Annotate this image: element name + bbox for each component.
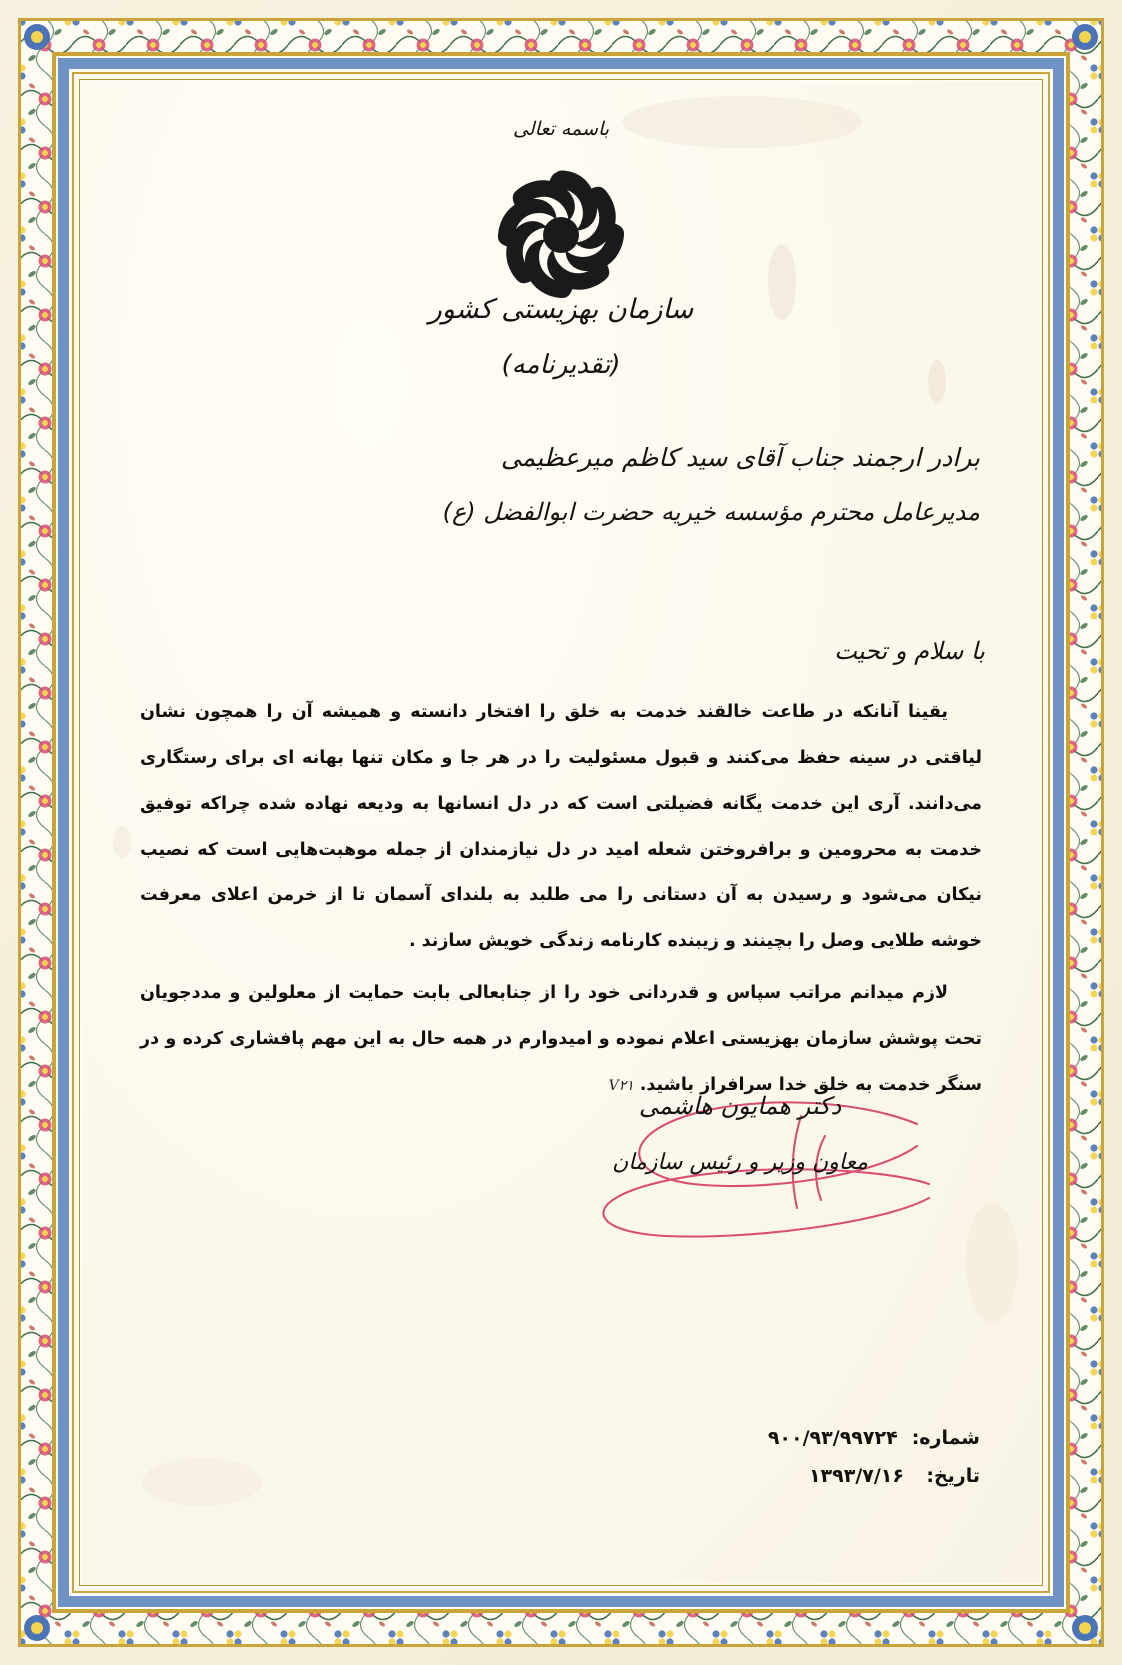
- reference-number-value: ۹۰۰/۹۳/۹۹۷۲۴: [767, 1427, 898, 1449]
- addressee-name: برادر ارجمند جناب آقای سید کاظم میرعظیمی: [500, 443, 980, 472]
- signatory-title: معاون وزیر و رئیس سازمان: [612, 1150, 868, 1175]
- greeting-line: با سلام و تحیت: [834, 637, 985, 665]
- document-type-title: (تقدیرنامه): [501, 350, 621, 380]
- paper-surface: [82, 82, 1040, 1583]
- bismillah-heading: باسمه تعالی: [512, 118, 610, 140]
- reference-number-row: [768, 1419, 980, 1457]
- signatory-name: دکتر همایون هاشمی: [638, 1092, 842, 1120]
- addressee-block: [340, 434, 980, 536]
- reference-number-label: شماره:: [911, 1427, 980, 1449]
- date-value: ۱۳۹۳/۷/۱۶: [808, 1465, 904, 1487]
- date-label: تاریخ:: [926, 1465, 980, 1487]
- handwritten-reference-mark: V۲۱: [608, 1077, 634, 1094]
- footer-metadata: [768, 1419, 980, 1495]
- organization-name: سازمان بهزیستی کشور: [428, 294, 694, 325]
- welfare-organization-emblem-icon: [486, 160, 636, 310]
- signature-block: [540, 1092, 940, 1175]
- letter-body: [140, 690, 982, 1109]
- body-paragraph-2-text: لازم میدانم مراتب سپاس و قدردانی خود را از جنابعالی بابت حمایت از معلولین و مددجویان تحت پوشش سازمان بهزیستی اعلام نموده و امیدوارم در همه حال به این مهم پافشاری کرده و در سنگر خدمت به خلق خدا سرافراز باشید.: [140, 983, 982, 1095]
- body-paragraph-1: یقینا آنانکه در طاعت خالقند خدمت به خلق را افتخار دانسته و همیشه آن را همچون نشان لیاقتی در سینه حفظ می‌کنند و قبول مسئولیت را در هر جا و مکان تنها بهانه ای برای رستگاری می‌دانند. آری این خدمت یگانه فضیلتی است که در دل انسانها به ودیعه نهاده شده چراکه توفیق خدمت به محرومین و برافروختن شعله امید در دل نیازمندان از جمله موهبت‌هایی است که نصیب نیکان می‌شود و رسیدن به آن دستانی را می طلبد به بلندای آسمان تا از خرمن اعلای معرفت خوشه طلایی وصل را بچینند و زیبنده کارنامه زندگی خویش سازند .: [140, 702, 982, 952]
- organization-emblem: [82, 160, 1040, 310]
- addressee-title: مدیرعامل محترم مؤسسه خیریه حضرت ابوالفضل (ع): [442, 497, 980, 526]
- date-row: [768, 1457, 980, 1495]
- document-content: [82, 82, 1040, 1583]
- body-paragraph-2: [140, 971, 982, 1109]
